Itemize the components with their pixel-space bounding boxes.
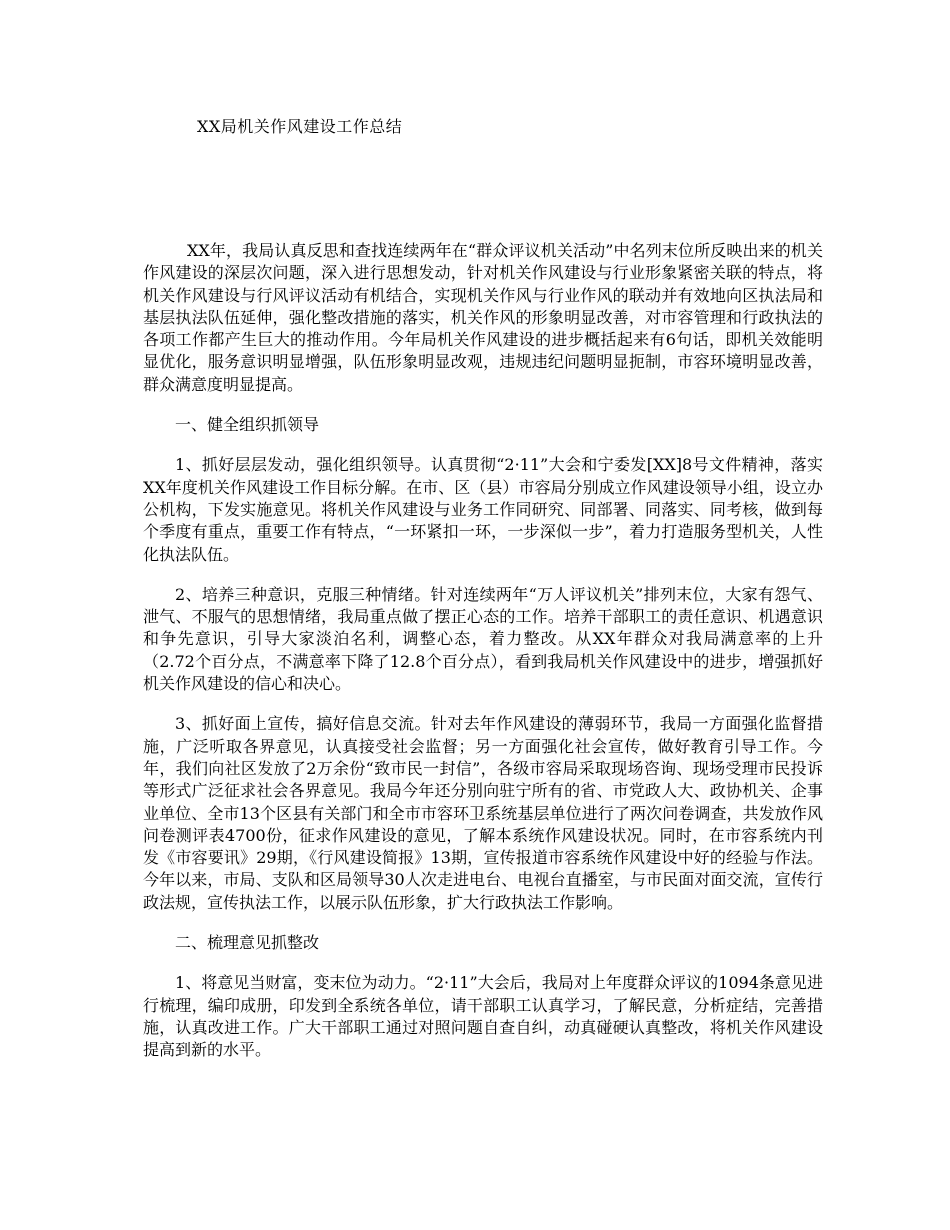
- section-2-heading: 二、梳理意见抓整改: [175, 933, 320, 953]
- section-1-paragraph-1: 1、抓好层层发动，强化组织领导。认真贯彻“2·11”大会和宁委发[XX]8号文件精神，落实XX年度机关作风建设工作目标分解。在市、区（县）市容局分别成立作风建设领导小组，设立办公机构，下发实施意见。将机关作风建设与业务工作同研究、同部署、同落实、同考核，做到每个季度有重点，重要工作有特点，“一环紧扣一环，一步深似一步”，着力打造服务型机关，人性化执法队伍。: [143, 455, 823, 564]
- section-1-paragraph-2: 2、培养三种意识，克服三种情绪。针对连续两年“万人评议机关”排列末位，大家有怨气、泄气、不服气的思想情绪，我局重点做了摆正心态的工作。培养干部职工的责任意识、机遇意识和争先意识，引导大家淡泊名利，调整心态，着力整改。从XX年群众对我局满意率的上升（2.72个百分点，不满意率下降了12.8个百分点），看到我局机关作风建设中的进步，增强抓好机关作风建设的信心和决心。: [143, 584, 823, 694]
- section-1-paragraph-3: 3、抓好面上宣传，搞好信息交流。针对去年作风建设的薄弱环节，我局一方面强化监督措施，广泛听取各界意见，认真接受社会监督；另一方面强化社会宣传，做好教育引导工作。今年，我们向社区发放了2万余份“致市民一封信”，各级市容局采取现场咨询、现场受理市民投诉等形式广泛征求社会各界意见。我局今年还分别向驻宁所有的省、市党政人大、政协机关、企事业单位、全市13个区县有关部门和全市市容环卫系统基层单位进行了两次问卷调查，共发放作风问卷测评表4700份，征求作风建设的意见，了解本系统作风建设状况。同时，在市容系统内刊发《市容要讯》29期，《行风建设简报》13期，宣传报道市容系统作风建设中好的经验与作法。今年以来，市局、支队和区局领导30人次走进电台、电视台直播室，与市民面对面交流，宣传行政法规，宣传执法工作，以展示队伍形象，扩大行政执法工作影响。: [143, 714, 823, 912]
- intro-paragraph: XX年，我局认真反思和查找连续两年在“群众评议机关活动”中名列末位所反映出来的机关作风建设的深层次问题，深入进行思想发动，针对机关作风建设与行业形象紧密关联的特点，将机关作风建设与行风评议活动有机结合，实现机关作风与行业作风的联动并有效地向区执法局和基层执法队伍延伸，强化整改措施的落实，机关作风的形象明显改善，对市容管理和行政执法的各项工作都产生巨大的推动作用。今年局机关作风建设的进步概括起来有6句话，即机关效能明显优化，服务意识明显增强，队伍形象明显改观，违规违纪问题明显扼制，市容环境明显改善，群众满意度明显提高。: [143, 241, 823, 394]
- section-2-paragraph-1: 1、将意见当财富，变末位为动力。“2·11”大会后，我局对上年度群众评议的1094条意见进行梳理，编印成册，印发到全系统各单位，请干部职工认真学习，了解民意，分析症结，完善措施，认真改进工作。广大干部职工通过对照问题自查自纠，动真碰硬认真整改，将机关作风建设提高到新的水平。: [143, 973, 823, 1060]
- document-title: XX局机关作风建设工作总结: [197, 117, 403, 136]
- document-body: [143, 240, 823, 1080]
- section-1-heading: 一、健全组织抓领导: [175, 415, 320, 435]
